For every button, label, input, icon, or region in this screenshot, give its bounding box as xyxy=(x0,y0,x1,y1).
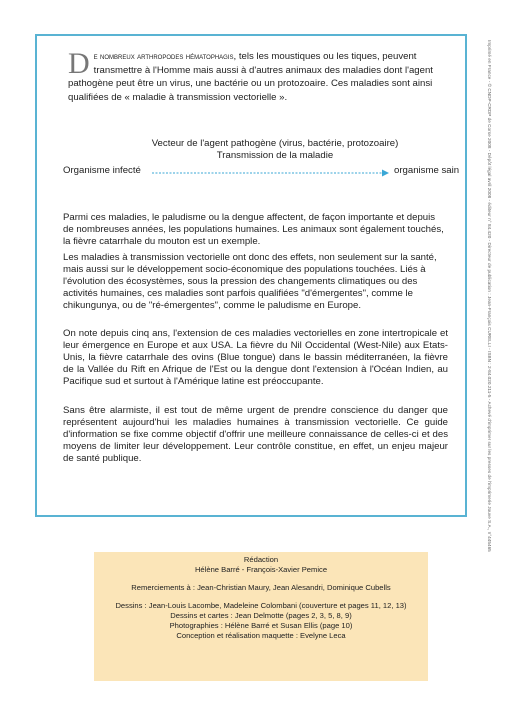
transmission-arrow xyxy=(150,168,390,178)
credits-maps: Dessins et cartes : Jean Delmotte (pages 2, 3, 5, 8, 9) xyxy=(170,611,352,620)
legal-imprint: Imprimé en France - © CNDP-CRDP de Corse 2008 - Dépôt légal avril 2008 - éditeur n° 84.420 - Directeur de publication : Jean-François CURELLI - ISBN : 2-84.020.211-5 - Achevé d'imprimer sur les presses de l'imprimerie Jouve S.A., n°445465 xyxy=(487,40,492,552)
vector-label: Vecteur de l'agent pathogène (virus, bactérie, protozoaire) xyxy=(151,138,399,149)
paragraph-3: On note depuis cinq ans, l'extension de ces maladies vectorielles en zone intertropicale et leur émergence en Europe et aux USA. La fièvre du Nil Occidental (West-Nile) aux Etats-Unis, la fièvre catarrhale des ovins (Blue tongue) dans le bassin méditerranéen, la fièvre de la Vallée du Rift en Afrique de l'Est ou la dengue dont l'extension à l'Océan Indien, au Pacifique sud et surtout à l'Amérique latine est préoccupante. xyxy=(63,328,448,387)
paragraph-1: Parmi ces maladies, le paludisme ou la dengue affectent, de façon importante et depuis de nombreuses années, les populations humaines. Les animaux sont également touchés, la fièvre catarrhale du mouton est un exemple. xyxy=(63,212,444,247)
transmission-label: Transmission de la maladie xyxy=(216,150,334,161)
credits-authors: Hélène Barré - François-Xavier Pemice xyxy=(194,565,328,574)
intro-paragraph xyxy=(68,47,438,104)
credits-drawings: Dessins : Jean-Louis Lacombe, Madeleine Colombani (couverture et pages 11, 12, 13) xyxy=(115,601,407,610)
paragraph-2: Les maladies à transmission vectorielle ont donc des effets, non seulement sur la santé, mais aussi sur le développement socio-économique des populations touchées. Liés à l'évolution des écosystèmes, sous la pression des changements climatiques ou des activités humaines, ces maladies sont parfois qualifiées "d'émergentes", comme le chikungunya, ou de "ré-émergentes", comme le paludisme en Europe. xyxy=(63,252,437,311)
drop-cap: D xyxy=(68,47,90,80)
paragraph-4: Sans être alarmiste, il est tout de même urgent de prendre conscience du danger que représentent aujourd'hui les maladies humaines à transmission vectorielle. Ce guide d'information se fixe comme objectif d'offrir une meilleure connaissance de celles-ci et des moyens de limiter leur développement. Leur contrôle constitue, en effet, un enjeu majeur de santé publique. xyxy=(63,405,448,464)
healthy-organism-label: organisme sain xyxy=(394,165,460,176)
infected-organism-label: Organisme infecté xyxy=(63,165,141,176)
credits-box xyxy=(94,552,428,681)
credits-heading: Rédaction xyxy=(243,555,279,564)
intro-smallcaps: e nombreux arthropodes hématophagis xyxy=(93,51,234,61)
credits-design: Conception et réalisation maquette : Evelyne Leca xyxy=(176,631,346,640)
credits-thanks: Remerciements à : Jean-Christian Maury, Jean Alesandri, Dominique Cubells xyxy=(131,583,391,592)
intro-text: , tels les moustiques ou les tiques, peuvent transmettre à l'Homme mais aussi à d'autres animaux des maladies dont l'agent pathogène peut être un virus, une bactérie ou un protozoaire. Ces maladies sont ainsi qualifiées de « maladie à transmission vectorielle ». xyxy=(68,51,433,103)
credits-photos: Photographies : Hélène Barré et Susan Ellis (page 10) xyxy=(169,621,353,630)
